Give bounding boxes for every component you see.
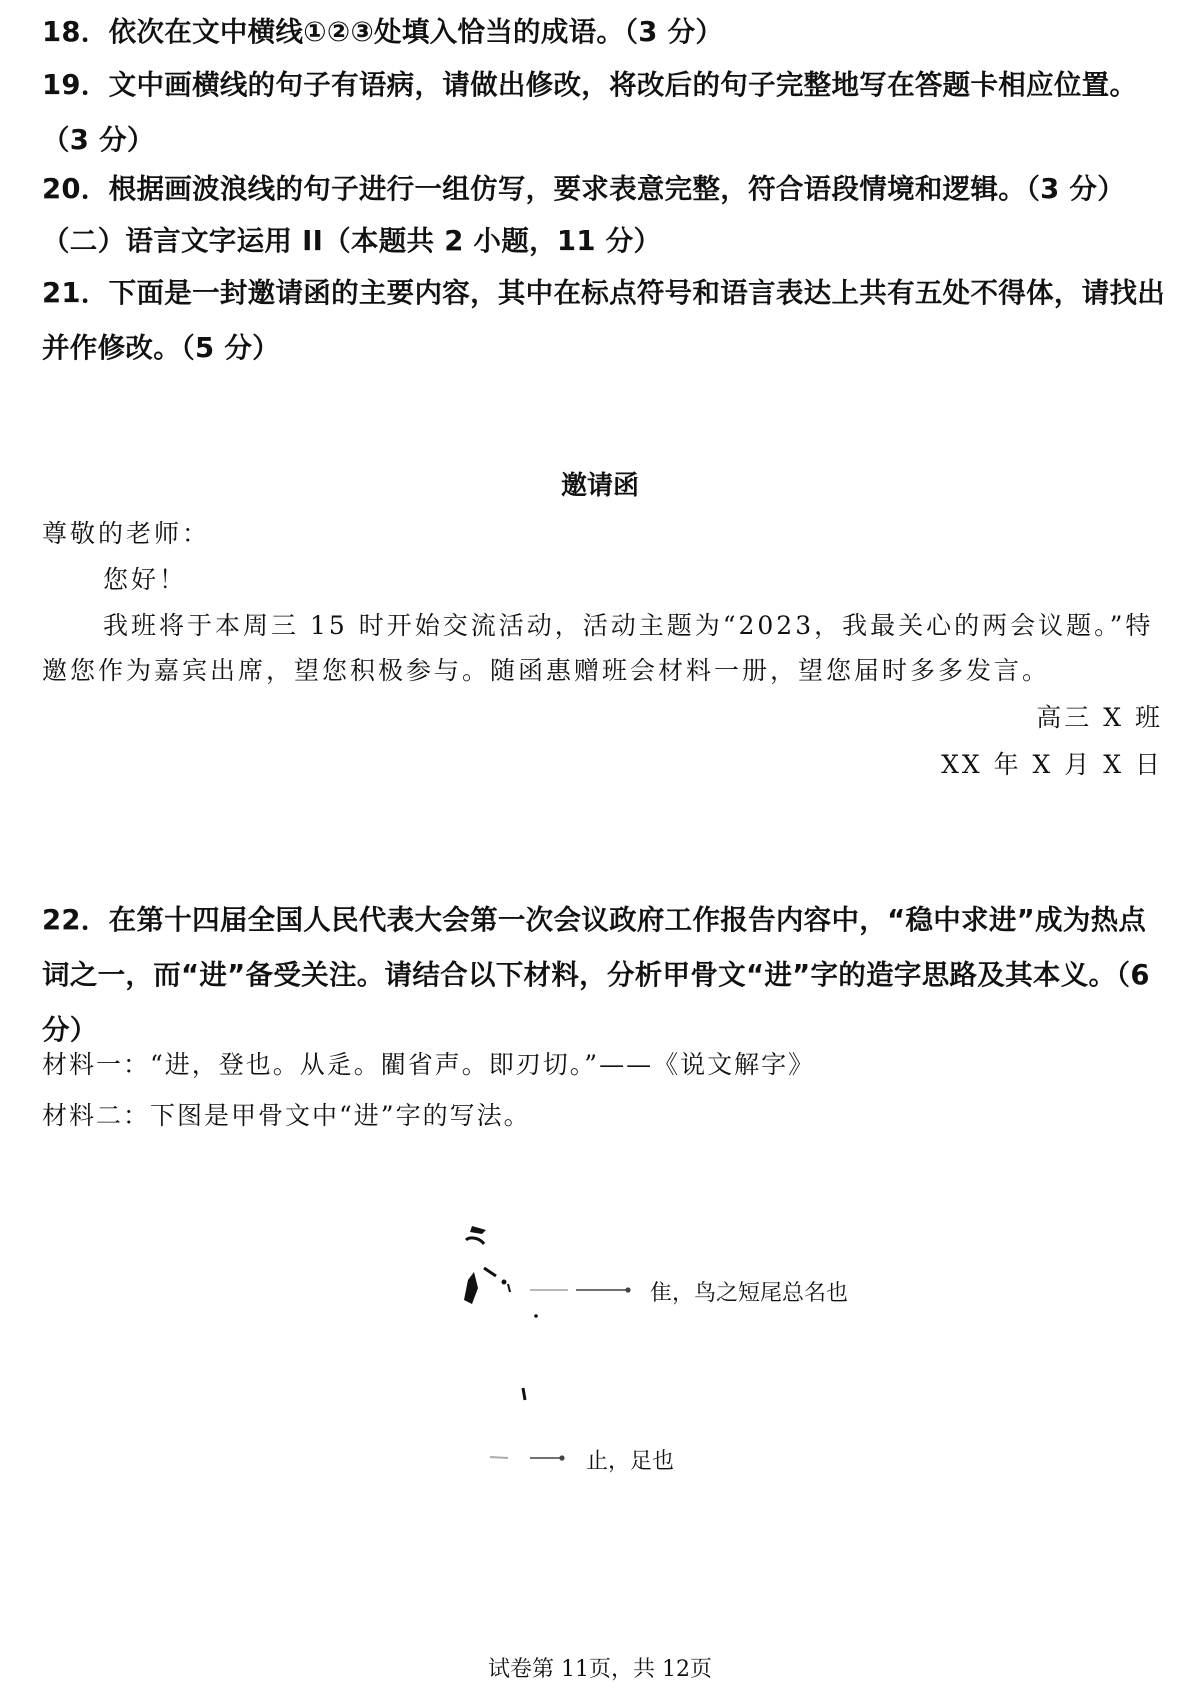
letter-body: 我班将于本周三 15 时开始交流活动，活动主题为“2023，我最关心的两会议题。”特邀您作为嘉宾出席，望您积极参与。随函惠赠班会材料一册，望您届时多多发言。 [42,611,1154,685]
material-1 [42,1042,1162,1087]
oracle-glyph [464,1226,538,1458]
question-text: 下面是一封邀请函的主要内容，其中在标点符号和语言表达上共有五处不得体，请找出并作修改。（5 分） [42,277,1166,364]
question-number: 19． [42,69,109,101]
letter-title: 邀请函 [560,471,639,501]
question-19 [42,58,1167,168]
question-text: 根据画波浪线的句子进行一组仿写，要求表意完整，符合语段情境和逻辑。（3 分） [108,173,1126,205]
letter-salutation: 尊敬的老师： [42,519,211,548]
question-text: 文中画横线的句子有语病，请做出修改，将改后的句子完整地写在答题卡相应位置。（3 分） [42,69,1138,156]
question-number: 22． [42,904,109,936]
pointer-top [530,1287,631,1292]
question-21 [42,266,1167,376]
material-label: 材料二： [42,1101,151,1130]
page-footer: 试卷第 11页，共 12页 [488,1657,712,1682]
material-2 [42,1093,1162,1138]
question-text: 在第十四届全国人民代表大会第一次会议政府工作报告内容中，“稳中求进”成为热点词之一，而“进”备受关注。请结合以下材料，分析甲骨文“进”字的造字思路及其本义。（6 分） [42,904,1150,1046]
figure-label-top: 隹，鸟之短尾总名也 [650,1281,849,1306]
question-20 [42,162,1167,217]
letter-sender: 高三 X 班 [1036,703,1163,732]
oracle-glyph-drawing [430,1222,990,1522]
oracle-bone-figure [430,1222,990,1522]
material-text: “进，登也。从辵。閵省声。即刃切。”——《说文解字》 [150,1050,816,1079]
question-18 [42,5,1167,60]
figure-label-bottom: 止，足也 [586,1449,675,1474]
question-number: 21． [42,277,109,309]
question-text: 依次在文中横线①②③处填入恰当的成语。（3 分） [108,16,724,48]
letter-greeting: 您好！ [103,565,188,594]
material-text: 下图是甲骨文中“进”字的写法。 [150,1101,531,1130]
letter-date: XX 年 X 月 X 日 [941,750,1163,779]
section-heading: （二）语言文字运用 II（本题共 2 小题，11 分） [42,225,662,257]
material-label: 材料一： [42,1050,151,1079]
question-22 [42,893,1167,1058]
question-number: 20． [42,173,109,205]
pointer-bottom [530,1455,565,1460]
question-number: 18． [42,16,109,48]
